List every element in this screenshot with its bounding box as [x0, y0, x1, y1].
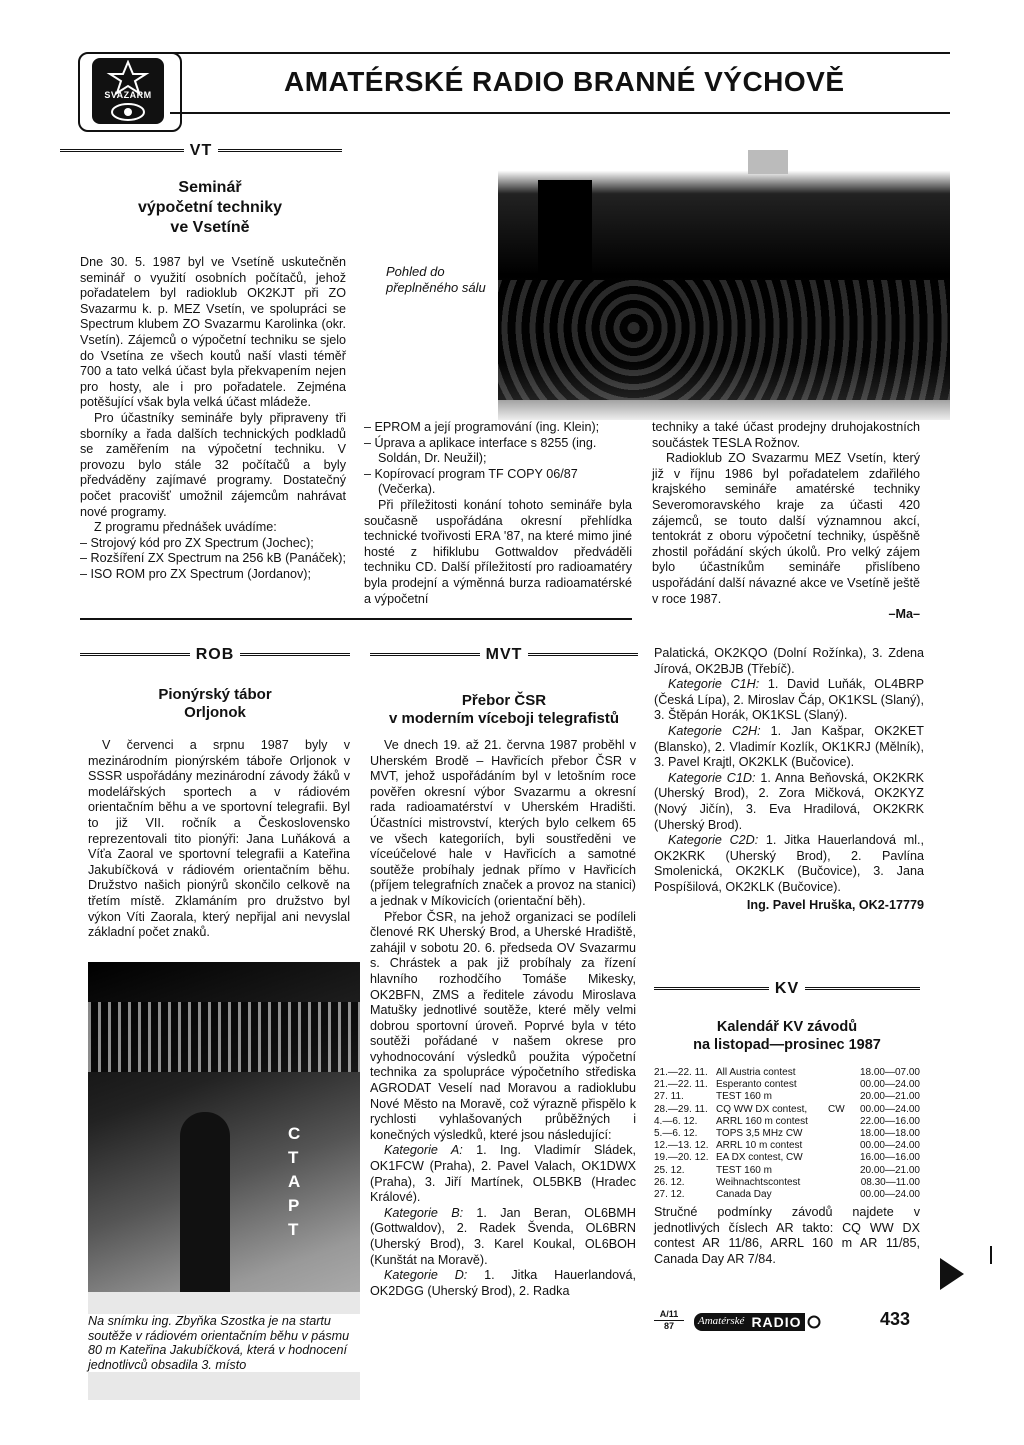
- vt-paragraph: Dne 30. 5. 1987 byl ve Vsetíně uskutečněn seminář o využití osobních počítačů, jehož pořadatelem byl radioklub OK2KJT při ZO Svazarmu k. p. MEZ Vsetín, ve spolupráci se Spectrum klubem ZO Svazarmu Karolinka (okr. Vsetín). Zájemců o výpočetní techniku se sjelo do Vsetína ze všech koutů naší vlasti téměř 700 a tato velká účast byla překvapením nejen pro hosty, ale i pro pořadatele. Zejména potěšující však byla velká účast mládeže.: [80, 255, 346, 410]
- contest-time: 20.00—21.00: [859, 1164, 920, 1176]
- title-line: Přebor ČSR: [461, 692, 547, 709]
- contest-date: 28.—29. 11.: [654, 1103, 708, 1115]
- section-rule: [80, 653, 190, 658]
- category-result: 1. Jan Beran, OL6BMH (Gottwaldov), 2. Radek Švenda, OL6BRN (Uherský Brod), 3. Karel Koukal, OL6BOH (Kunštát na Moravě).: [370, 1205, 636, 1267]
- contest-name: ARRL 160 m contest: [716, 1115, 808, 1127]
- contest-time: 16.00—16.00: [859, 1152, 920, 1164]
- section-rule: [528, 653, 638, 658]
- contest-date: 5.—6. 12.: [654, 1128, 698, 1140]
- issue-month: A/11: [654, 1309, 684, 1321]
- kv-note: Stručné podmínky závodů najdete v jednotlivých číslech AR takto: CQ WW DX contest AR 11/86, ARRL 160 m AR 11/85, Canada Day AR 7/84.: [654, 1205, 920, 1266]
- rob-article-title: [80, 686, 350, 722]
- category-label: Kategorie C2H:: [668, 723, 761, 738]
- mvt-column: [370, 738, 636, 1299]
- title-line: Orljonok: [184, 704, 246, 721]
- vt-section-header: [60, 142, 342, 160]
- logo-wheel-icon: [110, 102, 146, 122]
- result-paragraph: [654, 771, 924, 833]
- contest-mode: [828, 1177, 848, 1189]
- contest-date: 25. 12.: [654, 1164, 685, 1176]
- mvt-section-header: [370, 646, 638, 664]
- edge-mark: [990, 1246, 992, 1264]
- vt-paragraph: Radioklub ZO Svazarmu MEZ Vsetín, který již v říjnu 1986 byl pořadatelem zdařilého krajského semináře amatérské techniky Severomoravského kraje za účasti 420 zájemců, se touto další významnou akcí, tentokrát z oboru výpočetní techniky, úspěšně zhostil pořádání ských úkolů. Pro velký zájem bylo účastníkům semináře přislíbeno uspořádání další návazné akce ve Vsetíně ještě v roce 1987.: [652, 451, 920, 606]
- result-paragraph: [654, 677, 924, 724]
- rob-section-header: [80, 646, 350, 664]
- logo-script: Amatérské: [694, 1313, 748, 1331]
- vt-paragraph: Při příležitosti konání tohoto semináře byla současně uspořádána okresní přehlídka technické tvořivosti ERA '87, na které mimo jiné hosté z hifiklubu Gottwaldov předváděli techniku CD. Další příležitostí pro radioamatéry byla prodejní a výměnná burza radioamatérské a výpočetní: [364, 497, 632, 606]
- result-paragraph: [370, 1143, 636, 1205]
- contest-name: CQ WW DX contest,: [716, 1103, 808, 1115]
- contest-time: 00.00—24.00: [859, 1189, 920, 1201]
- contest-date: 4.—6. 12.: [654, 1115, 698, 1127]
- contest-row: [654, 1104, 920, 1116]
- contest-name: TEST 160 m: [716, 1164, 772, 1176]
- contest-time: 18.00—07.00: [859, 1067, 920, 1078]
- contest-name: All Austria contest: [716, 1067, 796, 1078]
- vt-column-2: [364, 420, 632, 607]
- section-label: VT: [189, 142, 213, 159]
- result-paragraph: [654, 833, 924, 895]
- title-line: v moderním víceboji telegrafistů: [388, 710, 620, 727]
- magazine-logo: [694, 1311, 834, 1333]
- vt-paragraph: techniky a také účast prodejny druhojakostních součástek TESLA Rožnov.: [652, 420, 920, 450]
- section-divider: [80, 618, 632, 620]
- contest-name: TEST 160 m: [716, 1091, 772, 1103]
- kv-article-title: [654, 1018, 920, 1054]
- result-paragraph: [370, 1268, 636, 1299]
- mvt-author: Ing. Pavel Hruška, OK2-17779: [746, 897, 924, 912]
- contest-mode: [828, 1067, 848, 1079]
- category-label: Kategorie B:: [384, 1205, 464, 1220]
- title-line: Kalendář KV závodů: [716, 1019, 858, 1035]
- contest-row: [654, 1116, 920, 1128]
- contest-row: [654, 1067, 920, 1079]
- section-label: ROB: [195, 646, 235, 663]
- contest-mode: [828, 1091, 848, 1103]
- category-label: Kategorie C2D:: [668, 833, 759, 848]
- contest-row: [654, 1140, 920, 1152]
- results-column: [654, 646, 924, 913]
- contest-name: Canada Day: [716, 1189, 772, 1201]
- photo-fence: [88, 1002, 360, 1072]
- section-rule: [218, 149, 342, 154]
- kv-section-header: [654, 980, 920, 998]
- contest-mode: [828, 1189, 848, 1201]
- list-item: – EPROM a její programování (ing. Klein);: [364, 420, 600, 434]
- page-header: [78, 52, 950, 130]
- mvt-paragraph: Ve dnech 19. až 21. června 1987 proběhl v Uherském Brodě – Havřicích přebor ČSR v MVT, jehož uspořádáním byl v letošním roce pověřen okresní výbor Svazarmu a okresní rada radioamatérství v Uherském Hradišti. Účastníci mistrovství, kterých bylo celkem 65 ve všech kategoriích, byli soustředěni ve víceúčelové hale v Havřicích a samotné soutěže probíhaly jednak přímo v Havřicích (příjem telegrafních značek a provoz na stanici) a jednak v Míkovicích (orientační běh).: [370, 738, 636, 908]
- header-rule-bottom: [170, 112, 950, 114]
- contest-row: [654, 1165, 920, 1177]
- title-line: Pionýrský tábor: [158, 686, 272, 703]
- category-result: 1. Jan Kašpar, OK2KET (Blansko), 2. Vladimír Kozlík, OK1KRJ (Mělník), 3. Pavel Krajtl, OK2KLK (Bučovice).: [654, 723, 924, 770]
- vt-paragraph: Pro účastníky semináře byly připraveny tři sborníky a řada dalších technických podkladů se zaměřením na výpočetní techniku. V provozu bylo stále 32 počítačů a byly předváděny zajímavé programy. Dostatečný počet pracovišť umožnil zájemcům nahrávat nové programy.: [80, 410, 346, 519]
- category-result: Palatická, OK2KQO (Dolní Rožínka), 3. Zdena Jírová, OK2BJB (Třebíč).: [654, 646, 924, 676]
- section-rule: [805, 987, 920, 992]
- runner-figure: [180, 1112, 230, 1312]
- start-sign-text: СТАРТ: [288, 1124, 301, 1239]
- contest-table-body: [654, 1067, 920, 1201]
- category-result: 1. Jitka Hauerlandová ml., OK2KRK (Uherský Brod), 2. Pavlína Smolenická, OK2KLK (Bučovice), 3. Jana Pospíšilová, OK2KLK (Bučovice).: [654, 833, 924, 894]
- rob-photo-caption: Na snímku ing. Zbyňka Szostka je na startu soutěže v rádiovém orientačním běhu v pásmu 80 m Kateřina Jakubíčková, která v hodnocení jednotlivců obsadila 3. místo: [88, 1314, 360, 1372]
- hall-crowd: [498, 280, 950, 400]
- rob-column: [88, 738, 350, 941]
- contest-time: 00.00—24.00: [859, 1103, 920, 1115]
- title-line: na listopad—prosinec 1987: [693, 1037, 881, 1053]
- contest-time: 00.00—24.00: [859, 1079, 920, 1091]
- svazarm-logo: [78, 52, 182, 132]
- hall-window: [748, 150, 788, 174]
- contest-row: [654, 1091, 920, 1103]
- contest-date: 27. 12.: [654, 1189, 685, 1201]
- contest-date: 27. 11.: [654, 1091, 684, 1103]
- contest-date: 19.—20. 12.: [654, 1152, 709, 1164]
- category-label: Kategorie C1H:: [668, 677, 760, 692]
- vt-column-3: [652, 420, 920, 623]
- category-result: 1. Ing. Vladimír Sládek, OK1FCW (Praha), 2. Pavel Valach, OK1DWX (Praha), 3. Jiří Martínek, OL5BKB (Hradec Králové).: [370, 1143, 636, 1205]
- list-item: – Úprava a aplikace interface s 8255 (ing. Soldán, Dr. Neužil);: [364, 435, 597, 466]
- section-label: MVT: [485, 646, 523, 663]
- category-result: 1. Anna Beňovská, OK2KRK (Uherský Brod), 2. Zora Mičková, OK2KYZ (Nový Jičín), 3. Eva Hradilová, OK2KRK (Uherský Brod).: [654, 770, 924, 832]
- issue-number: [654, 1309, 684, 1332]
- contest-date: 21.—22. 11.: [654, 1079, 708, 1091]
- contest-row: [654, 1128, 920, 1140]
- result-paragraph: [654, 724, 924, 771]
- mvt-article-title: [368, 692, 640, 728]
- vt-article-title: [80, 178, 340, 238]
- category-label: Kategorie D:: [384, 1268, 468, 1283]
- header-title: AMATÉRSKÉ RADIO BRANNÉ VÝCHOVĚ: [284, 66, 845, 97]
- contest-time: 00.00—24.00: [859, 1140, 920, 1152]
- contest-row: [654, 1189, 920, 1201]
- contest-time: 20.00—21.00: [859, 1091, 920, 1103]
- list-item: – ISO ROM pro ZX Spectrum (Jordanov);: [80, 566, 311, 581]
- contest-row: [654, 1079, 920, 1091]
- vt-paragraph: Z programu přednášek uvádíme:: [94, 520, 277, 535]
- contest-date: 21.—22. 11.: [654, 1067, 708, 1078]
- section-rule: [60, 149, 184, 154]
- list-item: – Kopírovací program TF COPY 06/87 (Večerka).: [364, 466, 578, 497]
- category-label: Kategorie C1D:: [668, 770, 756, 785]
- result-paragraph: [370, 1206, 636, 1268]
- contest-name: TOPS 3,5 MHz CW: [716, 1128, 803, 1140]
- contest-date: 26. 12.: [654, 1176, 685, 1188]
- contest-mode: [828, 1140, 848, 1152]
- page-turn-arrow-icon: [938, 1256, 966, 1292]
- contest-mode: [828, 1128, 848, 1140]
- kv-contest-calendar: [654, 1067, 920, 1201]
- logo-block: RADIO: [748, 1313, 804, 1331]
- contest-name: Esperanto contest: [716, 1079, 797, 1091]
- mvt-paragraph: Přebor ČSR, na jehož organizaci se podíleli členové RK Uherský Brod, a Uherské Hradiště, zahájil v sobotu 20. 6. předseda OV Svazarmu s. Chrástek a pak již probíhaly za řízení hlavního rozhodčího Tomáše Mikesky, OK2BFN, ZMS a ředitele závodu Miroslava Matušky jednotlivé soutěže, které měly velmi dobrou sportovní úroveň. Poprvé byla v této soutěži pořádané v našem okrese pro vyhodnocování výsledků použita výpočetní technika za spolupráce výpočetního střediska AGRODAT Veselí nad Moravou a radioklubu Nové Město na Moravě, což výrazně přispělo k rychlosti vyhlašovaných průběžných i konečných výsledků, které jsou následující:: [370, 909, 636, 1142]
- contest-time: 22.00—16.00: [859, 1115, 920, 1127]
- contest-mode: [828, 1152, 848, 1164]
- kv-note-column: [654, 1205, 920, 1267]
- section-rule: [240, 653, 350, 658]
- section-label: KV: [774, 980, 800, 997]
- vt-signature: –Ma–: [888, 607, 920, 622]
- contest-mode: [828, 1165, 848, 1177]
- category-result: 1. Jitka Hauerlandová, OK2DGG (Uherský Brod), 2. Radka: [370, 1268, 636, 1298]
- list-item: – Strojový kód pro ZX Spectrum (Jochec);: [80, 535, 314, 550]
- contest-row: [654, 1152, 920, 1164]
- logo-text: SVAZARM: [104, 90, 152, 100]
- seminar-hall-photo: [498, 130, 950, 420]
- title-line: Seminář: [178, 179, 242, 196]
- contest-time: 08.30—11.00: [860, 1176, 920, 1188]
- contest-time: 18.00—18.00: [859, 1128, 920, 1140]
- result-paragraph: [654, 646, 924, 677]
- vt-column-1: [80, 255, 346, 582]
- contest-mode: [828, 1116, 848, 1128]
- category-result: 1. David Luňák, OL4BRP (Česká Lípa), 2. Miroslav Čáp, OK1KSL (Slaný), 3. Štěpán Horák, OK1KSL (Slaný).: [654, 677, 924, 723]
- contest-name: Weihnachtscontest: [716, 1176, 801, 1188]
- title-line: ve Vsetíně: [170, 219, 250, 236]
- page-footer: [654, 1305, 924, 1345]
- contest-date: 12.—13. 12.: [654, 1140, 709, 1152]
- category-label: Kategorie A:: [384, 1143, 463, 1158]
- contest-row: [654, 1177, 920, 1189]
- lecture-list: [80, 536, 346, 583]
- issue-year: 87: [663, 1321, 674, 1331]
- contest-mode: [828, 1079, 848, 1091]
- section-rule: [654, 987, 769, 992]
- contest-table: [654, 1067, 920, 1201]
- list-item: – Rozšíření ZX Spectrum na 256 kB (Panáček);: [80, 551, 346, 566]
- section-rule: [370, 653, 480, 658]
- page-number: 433: [880, 1309, 911, 1329]
- header-rule-top: [170, 52, 950, 54]
- contest-name: EA DX contest, CW: [716, 1152, 803, 1164]
- lecture-list: [364, 420, 632, 498]
- rob-paragraph: V červenci a srpnu 1987 byly v mezinárodním pionýrském táboře Orljonok v SSSR uspořádány mezinárodní závody žáků v modelářských sportech a v rádiovém orientačním běhu a ve sportovní telegrafii. Byl to již VII. ročník a Československo reprezentovali tito pionýři: Jana Luňáková a Víťa Zaoral ve sportovní telegrafii a Kateřina Jakubíčková v rádiovém orientačním běhu. Družstvo našich pionýrů skončilo celkově na třetím místě. Zklamáním pro družstvo byl výkon Víti Zaorala, který nepřijal ani nevyslal základní počet znaků.: [88, 738, 350, 940]
- contest-name: ARRL 10 m contest: [716, 1140, 803, 1152]
- title-line: výpočetní techniky: [137, 199, 283, 216]
- contest-mode: CW: [828, 1103, 845, 1115]
- photo-caption: Pohled do přeplněného sálu: [382, 262, 494, 298]
- logo-circle-icon: [807, 1315, 821, 1329]
